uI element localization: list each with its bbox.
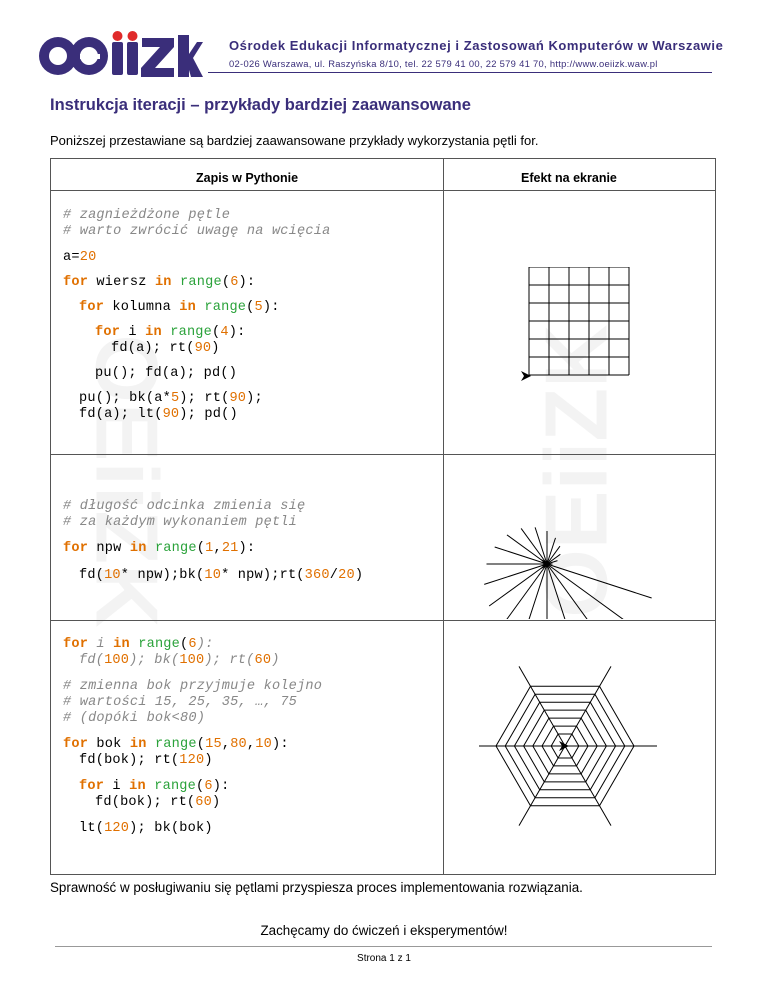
code-token: i (88, 637, 114, 652)
code-token: ( (212, 325, 221, 340)
code-token: 90 (162, 407, 180, 422)
col2-header: Efekt na ekranie (521, 171, 617, 185)
code-line (63, 779, 322, 795)
code-token: # długość odcinka zmienia się (63, 499, 306, 514)
code-token: ): (271, 737, 289, 752)
code-token: fd(bok); rt( (95, 795, 196, 810)
code-token: ): (212, 779, 230, 794)
code-token: ): (228, 325, 246, 340)
code-token (162, 325, 170, 340)
code-token: in (129, 737, 147, 752)
header-divider (208, 72, 712, 73)
code-token: range (180, 275, 222, 290)
code-line (63, 224, 330, 240)
code-line (63, 250, 330, 266)
column-divider (443, 159, 444, 874)
row-divider-1 (51, 454, 715, 455)
code-token: in (129, 779, 146, 794)
code-token: 6 (204, 779, 213, 794)
row-divider-2 (51, 620, 715, 621)
code-token (146, 779, 154, 794)
code-token: 20 (79, 250, 97, 265)
code-token: pu(); bk(a* (79, 391, 171, 406)
code-token: i (104, 779, 130, 794)
star-figure (469, 469, 669, 619)
code-block-grid (63, 208, 330, 423)
code-token: range (154, 541, 197, 556)
code-token: range (138, 637, 181, 652)
page-title: Instrukcja iteracji – przykłady bardziej zaawansowane (50, 96, 471, 114)
code-token: 21 (221, 541, 239, 556)
code-token: kolumna (104, 300, 180, 315)
code-token: ( (246, 300, 255, 315)
code-token: 10 (104, 568, 121, 583)
code-token: 20 (338, 568, 355, 583)
code-token: # za każdym wykonaniem pętli (63, 515, 298, 530)
examples-table (50, 158, 716, 875)
code-token: ): (196, 637, 214, 652)
code-token: a= (63, 250, 80, 265)
code-line (63, 499, 363, 515)
code-token: ); bk( (129, 653, 180, 668)
code-token: 6 (188, 637, 197, 652)
code-token (130, 637, 138, 652)
code-token: ) (354, 568, 364, 583)
code-token: ): (238, 275, 256, 290)
code-line (63, 325, 330, 341)
code-line (63, 821, 322, 837)
code-token: ): (238, 541, 256, 556)
code-token: ( (196, 779, 205, 794)
code-line (63, 341, 330, 357)
code-token: for (63, 737, 89, 752)
code-token: ) (271, 653, 280, 668)
code-line (63, 366, 330, 382)
code-token: 80 (230, 737, 247, 752)
code-line (63, 208, 330, 224)
code-token: ); bk(bok) (129, 821, 213, 836)
code-token: ); rt( (204, 653, 255, 668)
code-token: range (204, 300, 247, 315)
code-line (63, 737, 322, 753)
code-token: ( (221, 275, 231, 290)
code-token: range (154, 779, 197, 794)
code-token: for (63, 275, 89, 290)
code-token: wiersz (88, 275, 155, 290)
code-token: ); pd() (179, 407, 238, 422)
code-token: , (213, 541, 222, 556)
code-token: fd(bok); rt( (79, 753, 180, 768)
code-token: fd(a); rt( (111, 341, 195, 356)
code-token: 5 (170, 391, 180, 406)
code-token: ) (211, 341, 220, 356)
code-token: 10 (255, 737, 272, 752)
code-token (147, 541, 155, 556)
code-token: # (dopóki bok<80) (63, 711, 206, 726)
code-token: 6 (230, 275, 239, 290)
code-token: i (120, 325, 146, 340)
code-token: fd( (79, 568, 105, 583)
code-token: in (129, 541, 147, 556)
code-token: for (63, 541, 89, 556)
code-token: 90 (229, 391, 247, 406)
code-token: 1 (205, 541, 214, 556)
intro-text: Poniższej przestawiane są bardziej zaawansowane przykłady wykorzystania pętli for. (50, 133, 539, 148)
header-row-divider (51, 190, 715, 191)
code-token: 100 (104, 653, 130, 668)
code-token: ( (180, 637, 189, 652)
code-token: fd( (79, 653, 105, 668)
code-line (63, 541, 363, 557)
code-token: ( (196, 541, 206, 556)
code-token: # zagnieżdżone pętle (63, 208, 231, 223)
code-line (63, 391, 330, 407)
code-line (63, 711, 322, 727)
organization-name: Ośrodek Edukacji Informatycznej i Zastosowań Komputerów w Warszawie (229, 38, 724, 53)
code-token: 120 (104, 821, 130, 836)
code-token (147, 737, 155, 752)
grid-figure (521, 267, 631, 381)
code-token (172, 275, 180, 290)
code-token: 90 (194, 341, 212, 356)
code-token: * npw);bk( (120, 568, 205, 583)
code-token: , (221, 737, 231, 752)
code-token: 120 (179, 753, 205, 768)
code-token: # wartości 15, 25, 35, …, 75 (63, 695, 298, 710)
code-token: ); (246, 391, 263, 406)
code-token: fd(a); lt( (79, 407, 163, 422)
code-token: for (79, 300, 105, 315)
code-token: in (154, 275, 172, 290)
code-token: pu(); fd(a); pd() (95, 366, 238, 381)
code-token: # zmienna bok przyjmuje kolejno (63, 679, 323, 694)
code-token: bok (88, 737, 130, 752)
code-token: , (246, 737, 256, 752)
page-number: Strona 1 z 1 (357, 953, 411, 964)
web-figure (479, 654, 659, 839)
code-token: ): (262, 300, 280, 315)
footer-divider (55, 946, 712, 947)
code-token: 360 (304, 568, 330, 583)
code-line (63, 515, 363, 531)
code-token: for (79, 779, 105, 794)
code-token: ); rt( (179, 391, 230, 406)
code-token: range (170, 325, 213, 340)
code-line (63, 653, 322, 669)
code-token: in (179, 300, 197, 315)
code-line (63, 795, 322, 811)
code-line (63, 407, 330, 423)
code-token: for (95, 325, 121, 340)
code-token: in (113, 637, 130, 652)
organization-address: 02-026 Warszawa, ul. Raszyńska 8/10, tel. 22 579 41 00, 22 579 41 70, http://www.oeiizk.waw.pl (229, 58, 658, 69)
code-line (63, 695, 322, 711)
code-token: 60 (254, 653, 272, 668)
code-token: for (63, 637, 89, 652)
code-token: 5 (254, 300, 263, 315)
code-line (63, 275, 330, 291)
code-token: / (329, 568, 339, 583)
code-token: ) (204, 753, 213, 768)
code-block-star (63, 499, 363, 584)
code-line (63, 300, 330, 316)
code-token: 4 (220, 325, 229, 340)
encouragement: Zachęcamy do ćwiczeń i eksperymentów! (260, 923, 508, 938)
code-block-web (63, 637, 322, 837)
code-token: lt( (79, 821, 105, 836)
code-token: # warto zwrócić uwagę na wcięcia (63, 224, 331, 239)
code-line (63, 568, 363, 584)
code-token: 15 (205, 737, 222, 752)
code-token: ( (196, 737, 206, 752)
code-token: in (145, 325, 162, 340)
code-token: npw (88, 541, 130, 556)
code-line (63, 637, 322, 653)
col1-header: Zapis w Pythonie (196, 171, 299, 185)
code-token: ) (212, 795, 221, 810)
code-line (63, 679, 322, 695)
code-token: 60 (195, 795, 213, 810)
code-token: range (154, 737, 197, 752)
code-token: * npw);rt( (221, 568, 305, 583)
code-line (63, 753, 322, 769)
code-token: 10 (204, 568, 222, 583)
code-token: 100 (179, 653, 205, 668)
closing-note: Sprawność w posługiwaniu się pętlami przyspiesza proces implementowania rozwiązania. (50, 880, 583, 895)
oeiizk-logo (38, 30, 203, 80)
